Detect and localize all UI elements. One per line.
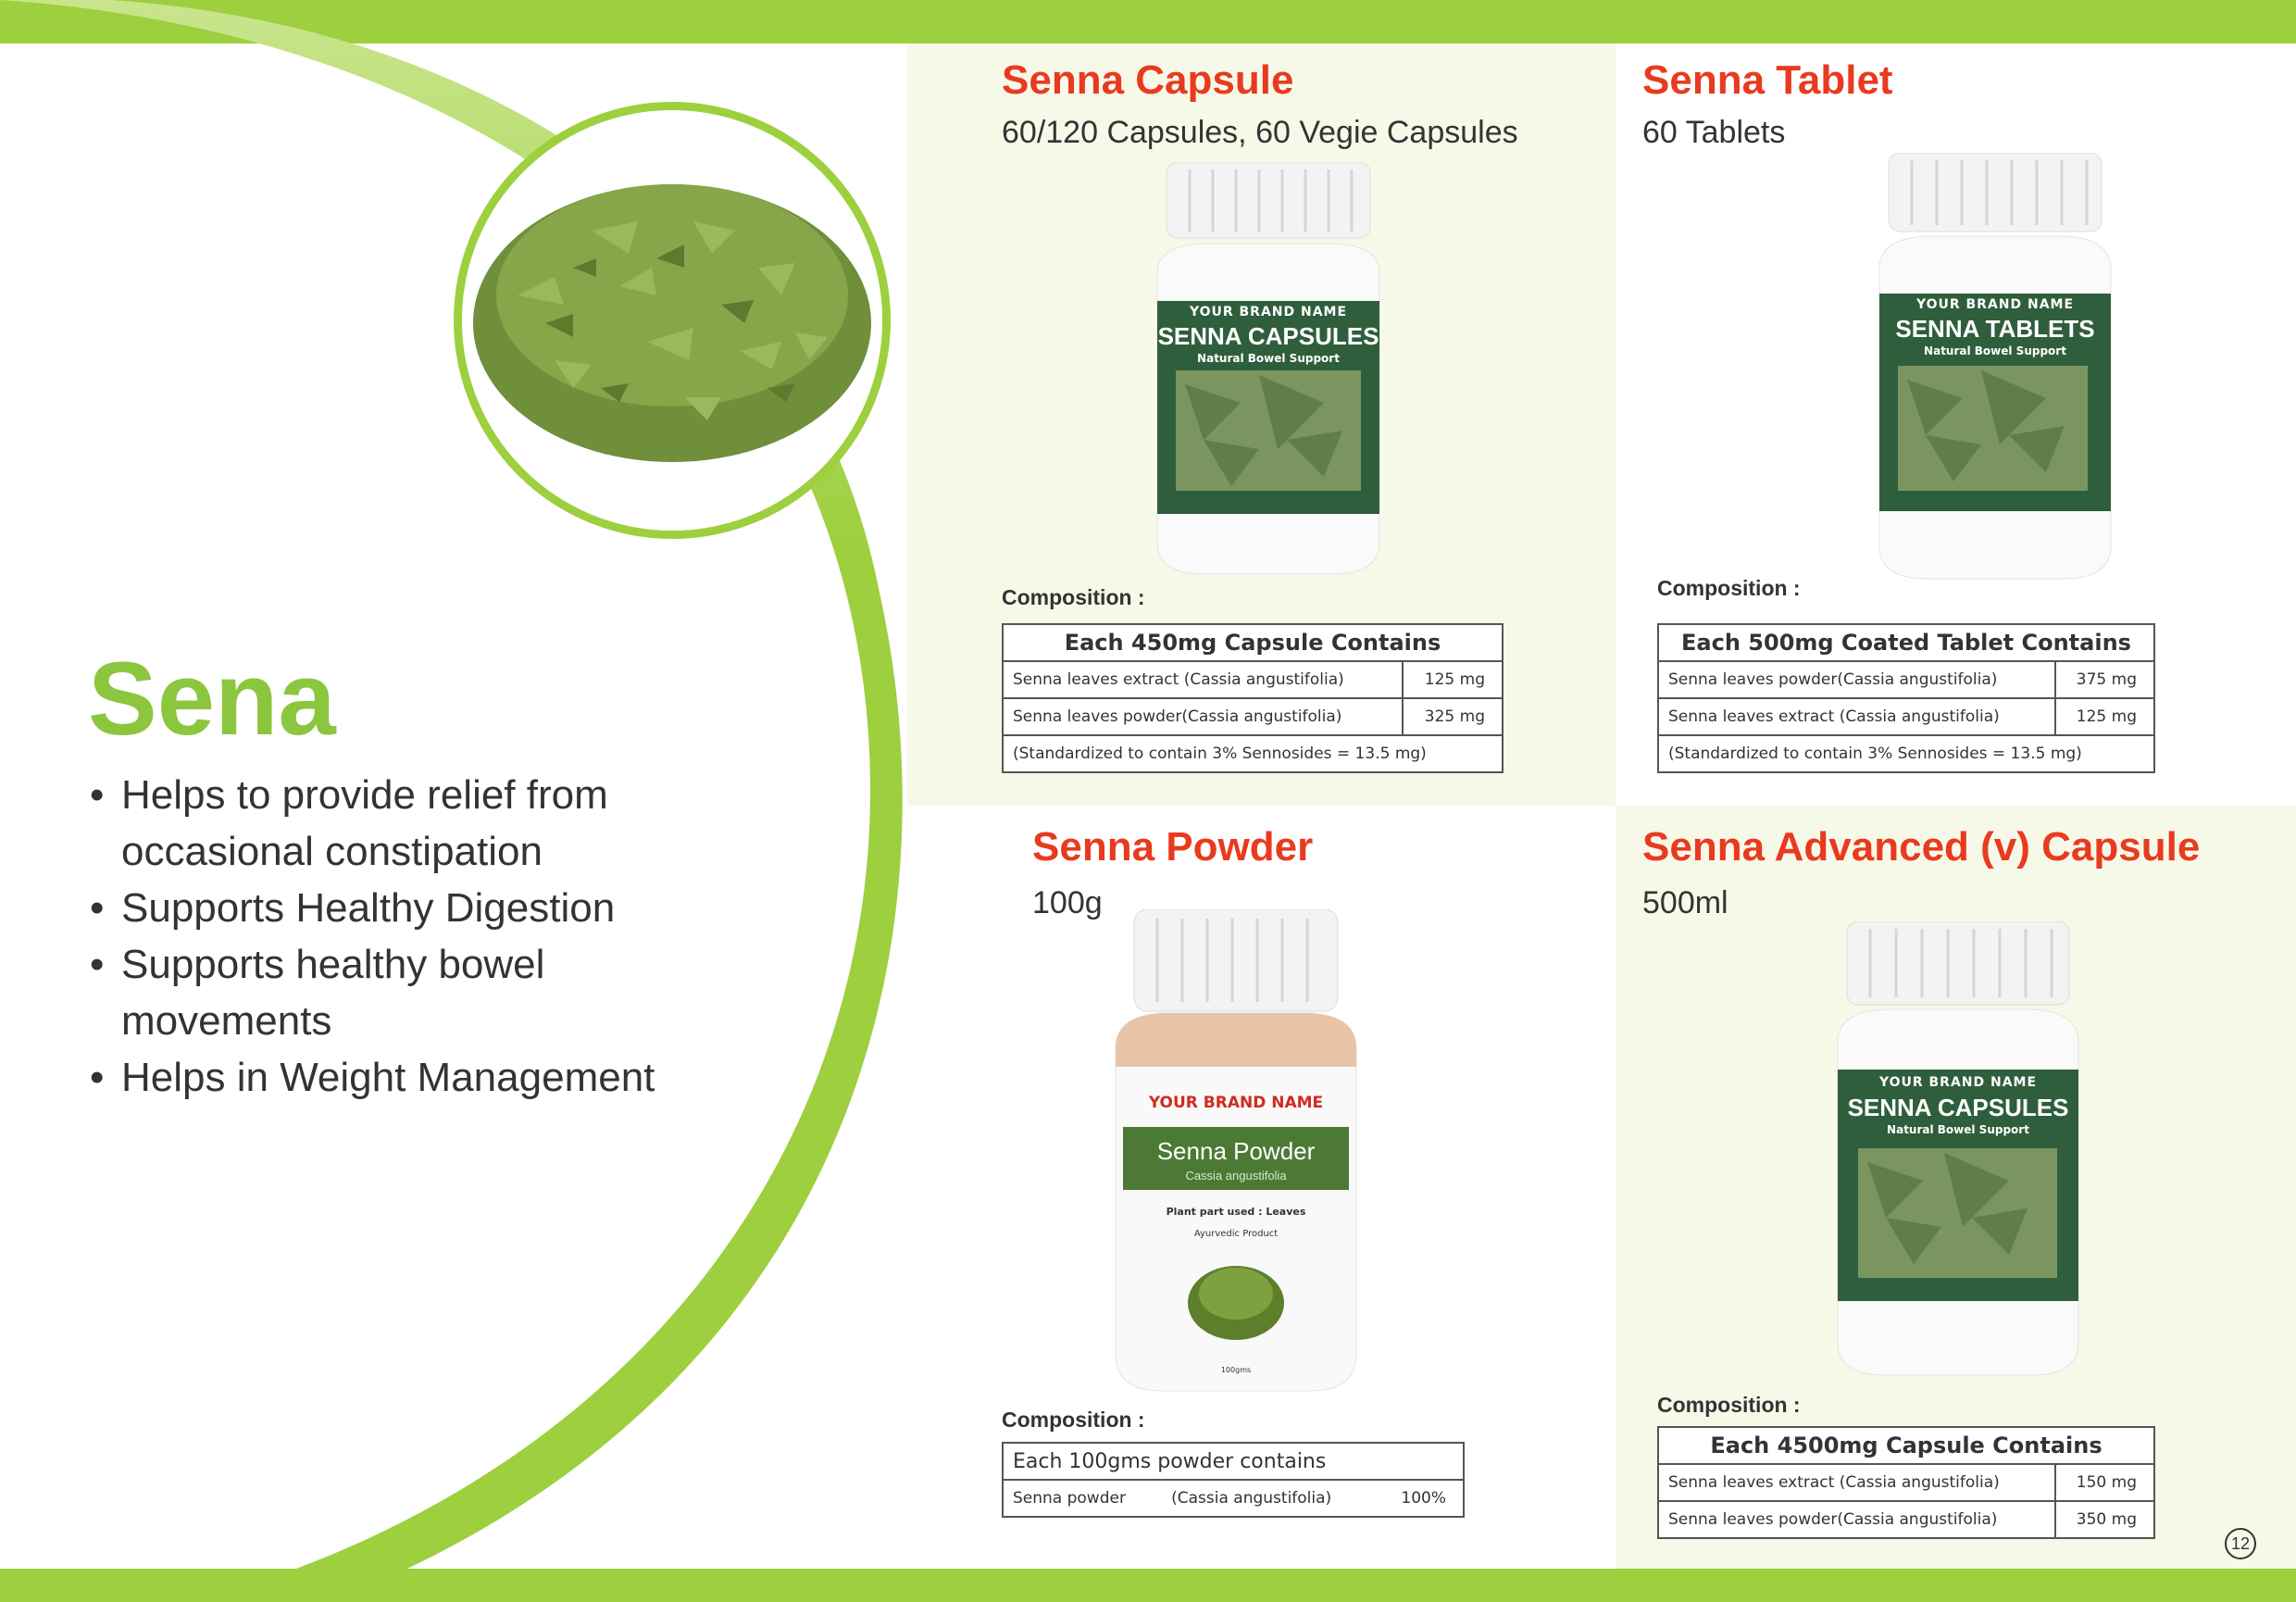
advanced-title: Senna Advanced (v) Capsule [1642, 824, 2201, 870]
powder-title: Senna Powder [1032, 824, 1314, 870]
capsule-table-header: Each 450mg Capsule Contains [1003, 624, 1503, 661]
tablet-label-name: SENNA TABLETS [1895, 315, 2095, 343]
ingredient-amount: 100% [1378, 1480, 1464, 1517]
tablet-table-header: Each 500mg Coated Tablet Contains [1658, 624, 2154, 661]
tablet-title: Senna Tablet [1642, 57, 1893, 103]
advanced-subtitle: 500ml [1642, 885, 1728, 920]
ingredient-name: Senna leaves extract (Cassia angustifolia) [1658, 698, 2055, 735]
ingredient-name: Senna leaves extract (Cassia angustifolia) [1003, 661, 1403, 698]
tablet-composition-table [1657, 623, 2155, 773]
powder-label-latin: Cassia angustifolia [1185, 1169, 1287, 1183]
powder-bottle-image [1106, 909, 1366, 1395]
page-number: 12 [2225, 1528, 2256, 1559]
capsule-label-brand: YOUR BRAND NAME [1189, 305, 1348, 319]
table-row [1003, 661, 1503, 698]
advanced-label-tag: Natural Bowel Support [1887, 1123, 2029, 1136]
table-row [1658, 1464, 2154, 1501]
table-row [1658, 1501, 2154, 1538]
advanced-bottle-image [1828, 921, 2088, 1380]
tablet-bottle-image [1870, 153, 2120, 583]
ingredient-amount: 125 mg [2055, 698, 2154, 735]
powder-subtitle: 100g [1032, 885, 1103, 920]
table-row [1658, 735, 2154, 772]
capsule-title: Senna Capsule [1002, 57, 1294, 103]
table-row [1003, 735, 1503, 772]
powder-label-brand: YOUR BRAND NAME [1148, 1094, 1324, 1112]
tablet-label-brand: YOUR BRAND NAME [1915, 297, 2075, 312]
powder-table-header: Each 100gms powder contains [1003, 1443, 1464, 1480]
ingredient-amount: 125 mg [1403, 661, 1503, 698]
ingredient-latin: (Cassia angustifolia) [1162, 1480, 1377, 1517]
capsule-label-name: SENNA CAPSULES [1157, 322, 1379, 350]
table-row [1003, 698, 1503, 735]
ingredient-name: Senna leaves powder(Cassia angustifolia) [1658, 1501, 2055, 1538]
capsule-subtitle: 60/120 Capsules, 60 Vegie Capsules [1002, 115, 1518, 150]
benefits-list [88, 767, 755, 1106]
ingredient-name: Senna leaves powder(Cassia angustifolia) [1003, 698, 1403, 735]
powder-composition-label: Composition : [1002, 1408, 1145, 1432]
senna-leaves-image [454, 102, 891, 539]
capsule-bottle-image [1148, 162, 1389, 579]
advanced-label-name: SENNA CAPSULES [1847, 1094, 2069, 1121]
tablet-label-tag: Natural Bowel Support [1924, 344, 2066, 357]
standardization-note: (Standardized to contain 3% Sennosides = 13.5 mg) [1658, 735, 2154, 772]
powder-composition-table [1002, 1442, 1465, 1518]
powder-label-weight: 100gms [1220, 1366, 1252, 1374]
benefit-item: • Helps to provide relief from occasional constipation [88, 767, 755, 880]
advanced-table-header: Each 4500mg Capsule Contains [1658, 1427, 2154, 1464]
tablet-composition-label: Composition : [1657, 576, 1801, 600]
benefit-item: • Supports Healthy Digestion [88, 880, 755, 936]
standardization-note: (Standardized to contain 3% Sennosides = 13.5 mg) [1003, 735, 1503, 772]
page-title: Sena [88, 641, 336, 757]
ingredient-amount: 350 mg [2055, 1501, 2154, 1538]
ingredient-name: Senna leaves extract (Cassia angustifolia) [1658, 1464, 2055, 1501]
advanced-composition-table [1657, 1426, 2155, 1539]
advanced-label-brand: YOUR BRAND NAME [1878, 1075, 2038, 1090]
ingredient-amount: 325 mg [1403, 698, 1503, 735]
ingredient-amount: 375 mg [2055, 661, 2154, 698]
benefit-item: • Supports healthy bowel movements [88, 936, 755, 1049]
table-row [1658, 698, 2154, 735]
powder-label-name: Senna Powder [1156, 1137, 1316, 1165]
table-row [1658, 661, 2154, 698]
powder-label-type: Ayurvedic Product [1193, 1229, 1279, 1239]
capsule-composition-table [1002, 623, 1504, 773]
advanced-composition-label: Composition : [1657, 1393, 1801, 1417]
powder-label-part: Plant part used : Leaves [1166, 1206, 1306, 1218]
ingredient-amount: 150 mg [2055, 1464, 2154, 1501]
table-row [1003, 1480, 1464, 1517]
bottom-green-bar [0, 1569, 2296, 1602]
ingredient-name: Senna powder [1003, 1480, 1162, 1517]
capsule-label-tag: Natural Bowel Support [1197, 352, 1340, 365]
ingredient-name: Senna leaves powder(Cassia angustifolia) [1658, 661, 2055, 698]
capsule-composition-label: Composition : [1002, 585, 1145, 609]
tablet-subtitle: 60 Tablets [1642, 115, 1786, 150]
benefit-item: • Helps in Weight Management [88, 1049, 755, 1106]
